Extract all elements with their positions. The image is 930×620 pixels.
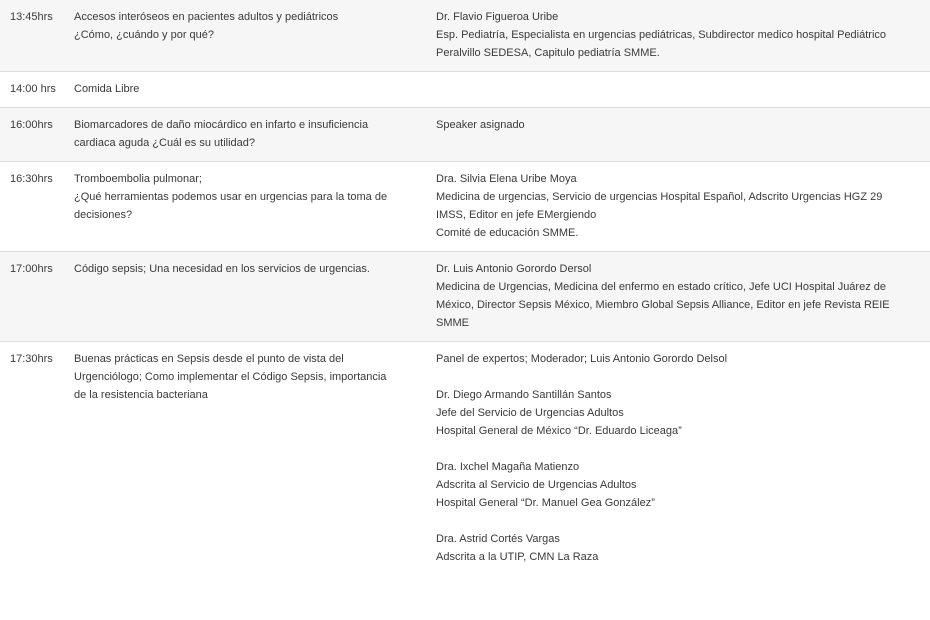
speaker-line: Comité de educación SMME.: [436, 227, 579, 239]
topic-cell: [74, 162, 428, 233]
time-cell: 13:45hrs: [10, 11, 53, 23]
speaker-name: Dr. Diego Armando Santillán Santos: [436, 389, 612, 401]
topic-cell: [74, 108, 428, 161]
speaker-line: IMSS, Editor en jefe EMergiendo: [436, 209, 597, 221]
speaker-line: Esp. Pediatría, Especialista en urgencias pediátricas, Subdirector medico hospital Pediátrico: [436, 29, 887, 41]
spacer: [436, 512, 916, 530]
topic-line: de la resistencia bacteriana: [74, 389, 208, 401]
agenda-row-1400: [0, 72, 930, 108]
topic-cell: [74, 252, 428, 287]
speaker-cell: [436, 72, 916, 89]
speaker-line: Medicina de urgencias, Servicio de urgencias Hospital Español, Adscrito Urgencias HGZ 29: [436, 191, 883, 203]
topic-cell: [74, 342, 428, 404]
speaker-line: Hospital General de México “Dr. Eduardo Liceaga”: [436, 425, 682, 437]
topic-line: ¿Qué herramientas podemos usar en urgencias para la toma de: [74, 191, 388, 203]
topic-line: Urgenciólogo; Como implementar el Código Sepsis, importancia: [74, 371, 387, 383]
speaker-name: Speaker asignado: [436, 119, 525, 131]
speaker-cell: [436, 0, 916, 71]
topic-cell: [74, 0, 428, 53]
speaker-line: Medicina de Urgencias, Medicina del enfermo en estado crítico, Jefe UCI Hospital Juárez de: [436, 281, 887, 293]
topic-line: Comida Libre: [74, 83, 140, 95]
speaker-name: Dra. Silvia Elena Uribe Moya: [436, 173, 577, 185]
topic-line: Accesos interóseos en pacientes adultos y pediátricos: [74, 11, 339, 23]
speaker-cell: [436, 342, 916, 566]
agenda-row-1600: [0, 108, 930, 162]
speaker-line: Hospital General “Dr. Manuel Gea González”: [436, 497, 655, 509]
time-cell: 16:00hrs: [10, 119, 53, 131]
speaker-name: Dra. Astrid Cortés Vargas: [436, 533, 560, 545]
time-cell: 16:30hrs: [10, 173, 53, 185]
topic-cell: [74, 72, 428, 107]
topic-line: cardiaca aguda ¿Cuál es su utilidad?: [74, 137, 256, 149]
speaker-line: Adscrita a la UTIP, CMN La Raza: [436, 551, 599, 563]
topic-line: Código sepsis; Una necesidad en los servicios de urgencias.: [74, 263, 370, 275]
topic-line: Buenas prácticas en Sepsis desde el punto de vista del: [74, 353, 344, 365]
speaker-name: Dr. Flavio Figueroa Uribe: [436, 11, 559, 23]
speaker-line: Jefe del Servicio de Urgencias Adultos: [436, 407, 624, 419]
spacer: [436, 440, 916, 458]
agenda-row-1345: [0, 0, 930, 72]
topic-line: Tromboembolia pulmonar;: [74, 173, 202, 185]
time-cell: 17:00hrs: [10, 263, 53, 275]
speaker-line: Peralvillo SEDESA, Capitulo pediatría SMME.: [436, 47, 660, 59]
topic-line: ¿Cómo, ¿cuándo y por qué?: [74, 29, 215, 41]
speaker-line: Adscrita al Servicio de Urgencias Adultos: [436, 479, 637, 491]
topic-line: decisiones?: [74, 209, 133, 221]
speaker-name: Dra. Ixchel Magaña Matienzo: [436, 461, 580, 473]
speaker-line: SMME: [436, 317, 469, 329]
spacer: [436, 368, 916, 386]
speaker-cell: [436, 252, 916, 341]
agenda-row-1730: [0, 342, 930, 567]
speaker-name: Dr. Luis Antonio Gorordo Dersol: [436, 263, 592, 275]
time-cell: 17:30hrs: [10, 353, 53, 365]
time-cell: 14:00 hrs: [10, 83, 56, 95]
topic-line: Biomarcadores de daño miocárdico en infarto e insuficiencia: [74, 119, 369, 131]
agenda-row-1700: [0, 252, 930, 342]
speaker-cell: [436, 162, 916, 251]
panel-moderator: Panel de expertos; Moderador; Luis Antonio Gorordo Delsol: [436, 353, 728, 365]
agenda-row-1630: [0, 162, 930, 252]
speaker-cell: [436, 108, 916, 143]
speaker-line: México, Director Sepsis México, Miembro Global Sepsis Alliance, Editor en jefe Revista REIE: [436, 299, 890, 311]
